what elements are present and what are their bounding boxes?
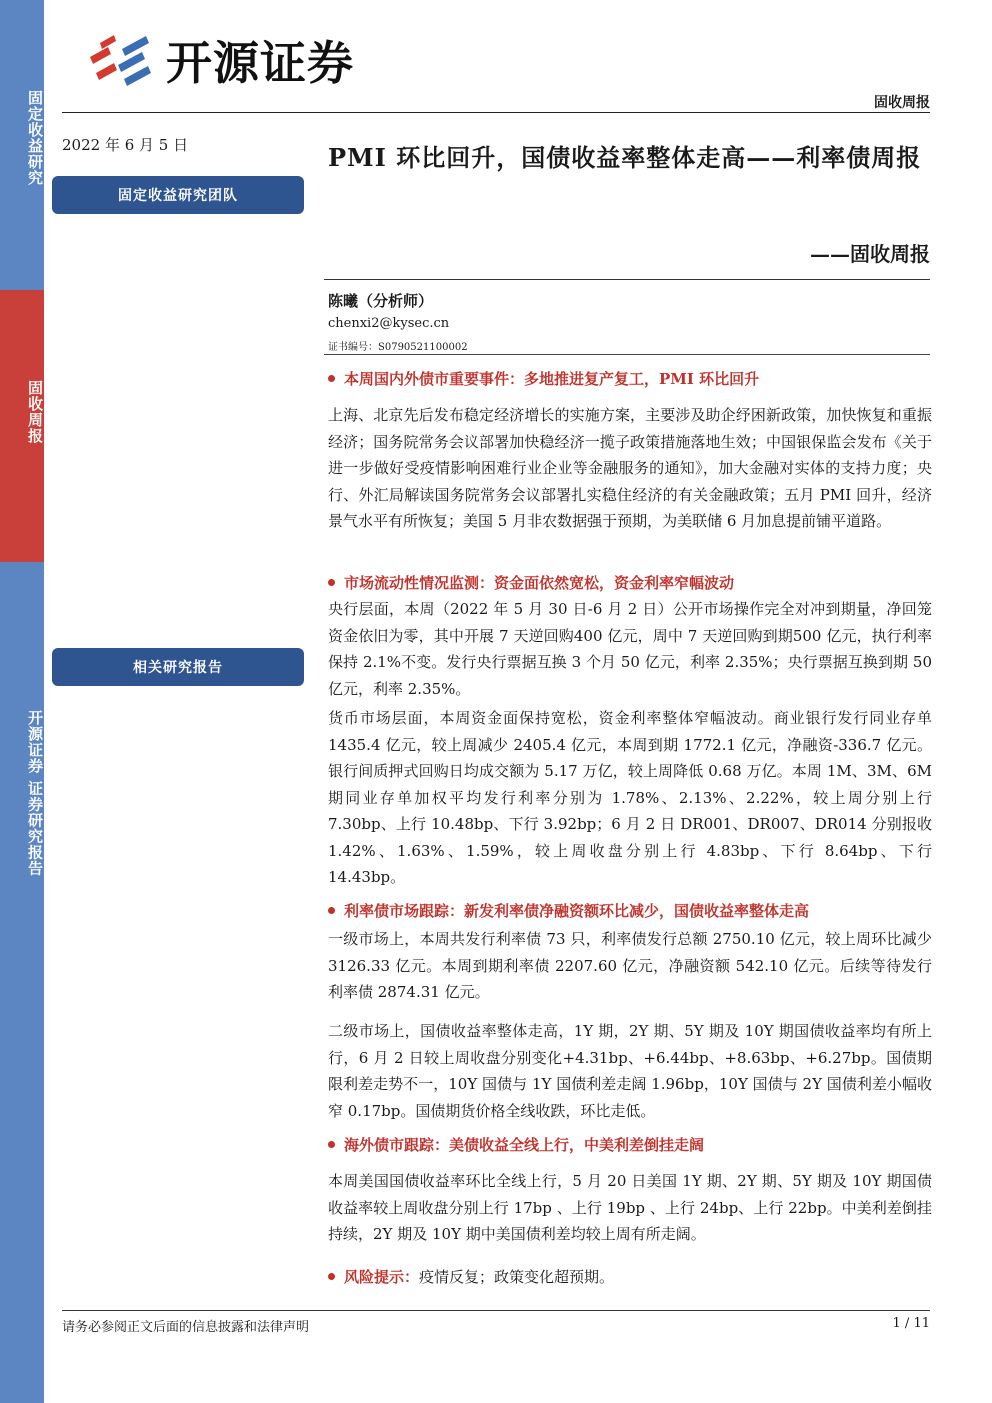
section-paragraph: 本周美国国债收益率环比全线上行，5 月 20 日美国 1Y 期、2Y 期、5Y 期及 10Y 期国债收益率较上周收盘分别上行 17bp 、上行 19bp 、上行 24bp、上行 22bp。中美利差倒挂持续，2Y 期及 10Y 期中美国债利差均较上周有所走阔。 bbox=[328, 1172, 932, 1243]
sidebar-label-bottom: 开源证券 证券研究报告 bbox=[26, 710, 44, 877]
section-paragraph: 上海、北京先后发布稳定经济增长的实施方案，主要涉及助企纾困新政策，加快恢复和重振经济；国务院常务会议部署加快稳经济一揽子政策措施落地生效；中国银保监会发布《关于进一步做好受疫情影响困难行业企业等金融服务的通知》，加大金融对实体的支持力度；央行、外汇局解读国务院常务会议部署扎实稳住经济的有关金融政策；五月 PMI 回升，经济景气水平有所恢复；美国 5 月非农数据强于预期，为美联储 6 月加息提前铺平道路。 bbox=[328, 406, 932, 530]
report-date: 2022 年 6 月 5 日 bbox=[62, 136, 189, 154]
report-subtitle: ——固收周报 bbox=[810, 242, 930, 266]
sidebar-band bbox=[0, 0, 44, 1403]
risk-warning bbox=[328, 1266, 614, 1287]
report-title: PMI 环比回升，国债收益率整体走高——利率债周报 bbox=[328, 143, 922, 172]
analyst-name: 陈曦（分析师） bbox=[328, 292, 434, 310]
section-heading: 市场流动性情况监测：资金面依然宽松，资金利率窄幅波动 bbox=[328, 572, 734, 593]
research-team-button[interactable]: 固定收益研究团队 bbox=[52, 176, 304, 214]
section-heading: 本周国内外债市重要事件：多地推进复产复工，PMI 环比回升 bbox=[328, 368, 759, 389]
header-divider bbox=[62, 112, 930, 113]
page-number: 1 / 11 bbox=[892, 1316, 930, 1331]
analyst-cert: 证书编号：S0790521100002 bbox=[328, 342, 468, 353]
analyst-divider bbox=[324, 354, 930, 355]
sidebar-label-middle: 固收周报 bbox=[26, 380, 44, 444]
risk-text: 疫情反复；政策变化超预期。 bbox=[419, 1268, 615, 1286]
company-logo bbox=[86, 30, 354, 90]
section-heading: 海外债市跟踪：美债收益全线上行，中美利差倒挂走阔 bbox=[328, 1134, 704, 1155]
bullet-icon bbox=[328, 1273, 335, 1280]
analyst-email[interactable]: chenxi2@kysec.cn bbox=[328, 316, 450, 331]
logo-text: 开源证券 bbox=[166, 36, 354, 90]
section-paragraph: 一级市场上，本周共发行利率债 73 只，利率债发行总额 2750.10 亿元，较上周环比减少 3126.33 亿元。本周到期利率债 2207.60 亿元，净融资额 542.10 亿元。后续等待发行利率债 2874.31 亿元。 bbox=[328, 930, 932, 1001]
logo-mark-icon bbox=[86, 33, 156, 87]
related-reports-button[interactable]: 相关研究报告 bbox=[52, 648, 304, 686]
section-paragraph: 央行层面，本周（2022 年 5 月 30 日-6 月 2 日）公开市场操作完全对冲到期量，净回笼资金依旧为零，其中开展 7 天逆回购400 亿元，周中 7 天逆回购到期500 亿元，执行利率保持 2.1%不变。发行央行票据互换 3 个月 50 亿元，利率 2.35%；央行票据互换到期 50 亿元，利率 2.35%。 bbox=[328, 600, 932, 698]
section-paragraph: 货币市场层面，本周资金面保持宽松，资金利率整体窄幅波动。商业银行发行同业存单 1435.4 亿元，较上周减少 2405.4 亿元，本周到期 1772.1 亿元，净融资-336.7 亿元。银行间质押式回购日均成交额为 5.17 万亿，较上周降低 0.68 万亿。本周 1M、3M、6M 期同业存单加权平均发行利率分别为 1.78%、2.13%、2.22%，较上周分别上行 7.30bp、上行 10.48bp、下行 3.92bp；6 月 2 日 DR001、DR007、DR014 分别报收 1.42%、1.63%、1.59%，较上周收盘分别上行 4.83bp、下行 8.64bp、下行 14.43bp。 bbox=[328, 709, 932, 886]
footer-divider bbox=[62, 1310, 930, 1311]
section-paragraph: 二级市场上，国债收益率整体走高，1Y 期，2Y 期、5Y 期及 10Y 期国债收益率均有所上行，6 月 2 日较上周收盘分别变化+4.31bp、+6.44bp、+8.63bp、+6.27bp。国债期限利差走势不一，10Y 国债与 1Y 国债利差走阔 1.96bp，10Y 国债与 2Y 国债利差小幅收窄 0.17bp。国债期货价格全线收跌，环比走低。 bbox=[328, 1022, 932, 1120]
footer-disclaimer: 请务必参阅正文后面的信息披露和法律声明 bbox=[62, 1320, 310, 1335]
title-divider bbox=[324, 279, 930, 280]
report-type-label: 固收周报 bbox=[874, 95, 930, 111]
bullet-icon bbox=[328, 1141, 335, 1148]
bullet-icon bbox=[328, 907, 335, 914]
bullet-icon bbox=[328, 375, 335, 382]
sidebar-label-top: 固定收益研究 bbox=[26, 90, 44, 186]
bullet-icon bbox=[328, 579, 335, 586]
section-heading: 利率债市场跟踪：新发利率债净融资额环比减少，国债收益率整体走高 bbox=[328, 900, 809, 921]
risk-label: 风险提示： bbox=[344, 1268, 420, 1286]
